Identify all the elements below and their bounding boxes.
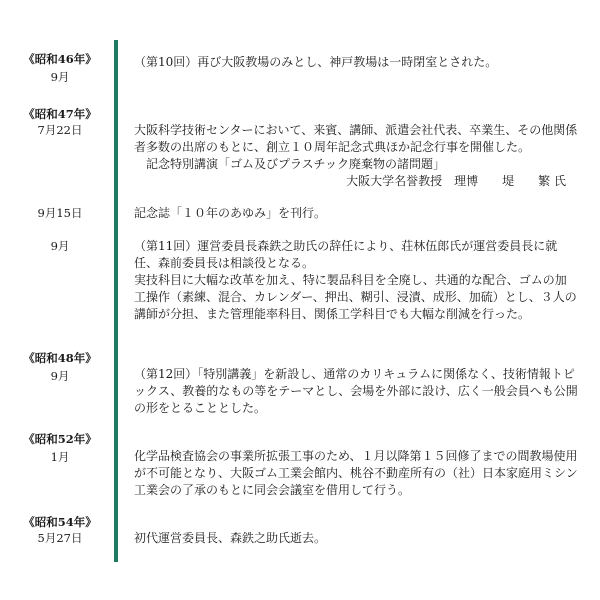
entry-date: 9月15日	[37, 206, 83, 220]
timeline-entry	[134, 366, 578, 417]
era-label: 《昭和46年》	[23, 52, 97, 66]
entry-text: 初代運営委員長、森鉄之助氏逝去。	[134, 531, 327, 545]
era-label: 《昭和54年》	[23, 515, 97, 529]
era-label: 《昭和47年》	[23, 107, 97, 121]
entry-text: 記念誌「１０年のあゆみ」を刊行。	[134, 206, 327, 220]
entry-text: （第11回）運営委員長森鉄之助氏の辞任により、荘林伍郎氏が運営委員長に就任、森前委員長は相談役となる。	[134, 239, 558, 270]
timeline-divider	[114, 40, 118, 562]
entry-text: （第10回）再び大阪教場のみとし、神戸教場は一時閉室とされた。	[134, 55, 498, 69]
timeline-entry	[134, 205, 578, 222]
lecturer: 大阪大学名誉教授 理博 堤 繁 氏	[346, 174, 566, 188]
entry-date: 7月22日	[37, 123, 83, 137]
timeline-entry	[134, 448, 578, 499]
timeline-entry	[134, 238, 578, 323]
lecture-title: 記念特別講演「ゴム及びプラスチック廃棄物の諸問題」	[146, 157, 446, 171]
timeline-entry	[134, 122, 578, 190]
entry-date: 1月	[50, 450, 70, 464]
entry-text: 大阪科学技術センターにおいて、来賓、講師、派遣会社代表、卒業生、その他関係者多数の出席のもとに、創立１０周年記念式典ほか記念行事を開催した。	[134, 123, 578, 154]
entry-date: 9月	[50, 369, 70, 383]
entry-text: 実技科目に大幅な改革を加え、特に製品科目を全廃し、共通的な配合、ゴムの加工操作（素練、混合、カレンダー、押出、糊引、浸漬、成形、加硫）とし、３人の講師が分担、また管理能率科目、関係工学科目でも大幅な削減を行った。	[134, 273, 577, 321]
entry-date: 5月27日	[37, 531, 83, 545]
timeline-entry	[134, 54, 578, 71]
entry-text: 化学品検査協会の事業所拡張工事のため、１月以降第１５回修了までの間教場使用が不可能となり、大阪ゴム工業会館内、桃谷不動産所有の（社）日本家庭用ミシン工業会の了承のもとに同会会議室を借用して行う。	[134, 449, 578, 497]
timeline-entry	[134, 530, 578, 547]
era-label: 《昭和52年》	[23, 432, 97, 446]
era-label: 《昭和48年》	[23, 351, 97, 365]
entry-text: （第12回）「特別講義」を新設し、通常のカリキュラムに関係なく、技術情報トピックス、教養的なもの等をテーマとし、会場を外部に設け、広く一般会員へも公開の形をとることとした。	[134, 367, 578, 415]
entry-date: 9月	[50, 239, 70, 253]
entry-date: 9月	[50, 70, 70, 84]
